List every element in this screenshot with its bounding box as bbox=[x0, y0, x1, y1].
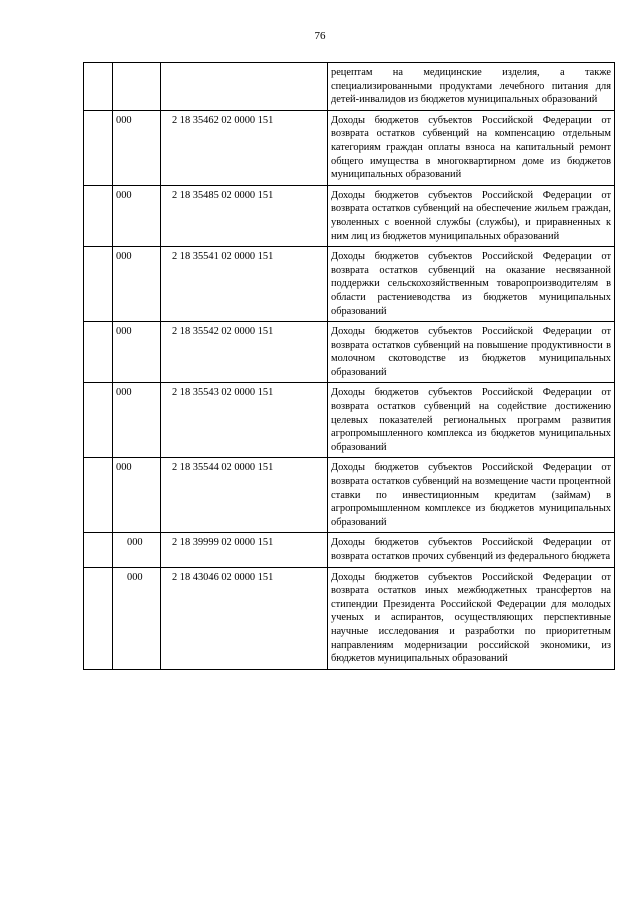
revenue-description: Доходы бюджетов субъектов Российской Федерации от возврата остатков субвенций на компенсацию отдельным категориям граждан оплаты взноса на капитальный ремонт общего имущества в многоквартирном доме из бюджетов муниципальных образований bbox=[328, 110, 615, 185]
admin-code-cell bbox=[113, 185, 161, 246]
admin-code-cell bbox=[113, 567, 161, 669]
budget-code-cell bbox=[161, 110, 328, 185]
revenue-description: Доходы бюджетов субъектов Российской Федерации от возврата остатков субвенций на обеспечение жильем граждан, уволенных с военной службы (службы), и приравненных к ним лиц из бюджетов муниципальных образований bbox=[328, 185, 615, 246]
table-row bbox=[84, 110, 615, 185]
empty-cell bbox=[84, 322, 113, 383]
table-row bbox=[84, 458, 615, 533]
revenue-description: Доходы бюджетов субъектов Российской Федерации от возврата остатков иных межбюджетных трансфертов на стипендии Президента Российской Федерации для молодых ученых и аспирантов, осуществляющих перспективные научные исследования и разработки по приоритетным направлениям модернизации российской экономики, из бюджетов муниципальных образований bbox=[328, 567, 615, 669]
empty-cell bbox=[84, 567, 113, 669]
empty-cell bbox=[84, 185, 113, 246]
admin-code: 000 bbox=[116, 387, 132, 399]
budget-classification-code: 2 18 35543 02 0000 151 bbox=[172, 387, 274, 399]
empty-cell bbox=[84, 533, 113, 567]
budget-code-cell bbox=[161, 247, 328, 322]
admin-code: 000 bbox=[116, 251, 132, 263]
admin-code: 000 bbox=[127, 537, 143, 549]
revenue-description: Доходы бюджетов субъектов Российской Федерации от возврата остатков субвенций на оказание несвязанной поддержки сельскохозяйственным товаропроизводителям в области растениеводства из бюджетов муниципальных образований bbox=[328, 247, 615, 322]
budget-code-cell bbox=[161, 185, 328, 246]
admin-code-cell bbox=[113, 383, 161, 458]
budget-code-cell bbox=[161, 533, 328, 567]
table-row bbox=[84, 383, 615, 458]
revenue-description: Доходы бюджетов субъектов Российской Федерации от возврата остатков прочих субвенций из федерального бюджета bbox=[328, 533, 615, 567]
empty-cell bbox=[84, 63, 113, 111]
table-row bbox=[84, 247, 615, 322]
revenue-description: Доходы бюджетов субъектов Российской Федерации от возврата остатков субвенций на повышение продуктивности в молочном скотоводстве из бюджетов муниципальных образований bbox=[328, 322, 615, 383]
empty-cell bbox=[84, 458, 113, 533]
budget-code-cell bbox=[161, 383, 328, 458]
budget-code-cell bbox=[161, 567, 328, 669]
budget-classification-code: 2 18 35542 02 0000 151 bbox=[172, 326, 274, 338]
admin-code-cell bbox=[113, 63, 161, 111]
budget-classification-code: 2 18 35541 02 0000 151 bbox=[172, 251, 274, 263]
budget-classification-code: 2 18 43046 02 0000 151 bbox=[172, 571, 274, 583]
budget-classification-code: 2 18 35485 02 0000 151 bbox=[172, 189, 274, 201]
admin-code: 000 bbox=[116, 114, 132, 126]
table-row bbox=[84, 533, 615, 567]
budget-classification-code: 2 18 39999 02 0000 151 bbox=[172, 537, 274, 549]
revenue-codes-table bbox=[83, 62, 615, 670]
table-body bbox=[84, 63, 615, 670]
empty-cell bbox=[84, 383, 113, 458]
revenue-description: Доходы бюджетов субъектов Российской Федерации от возврата остатков субвенций на содействие достижению целевых показателей региональных программ развития агропромышленного комплекса из бюджетов муниципальных образований bbox=[328, 383, 615, 458]
budget-code-cell bbox=[161, 322, 328, 383]
admin-code: 000 bbox=[116, 462, 132, 474]
page-number: 76 bbox=[314, 30, 326, 42]
revenue-description: Доходы бюджетов субъектов Российской Федерации от возврата остатков субвенций на возмещение части процентной ставки по инвестиционным кредитам (займам) в агропромышленном комплексе из бюджетов муниципальных образований bbox=[328, 458, 615, 533]
admin-code-cell bbox=[113, 533, 161, 567]
budget-code-cell bbox=[161, 458, 328, 533]
admin-code: 000 bbox=[116, 189, 132, 201]
admin-code-cell bbox=[113, 322, 161, 383]
budget-code-cell bbox=[161, 63, 328, 111]
table-row bbox=[84, 185, 615, 246]
budget-classification-code: 2 18 35544 02 0000 151 bbox=[172, 462, 274, 474]
admin-code-cell bbox=[113, 458, 161, 533]
admin-code: 000 bbox=[116, 326, 132, 338]
revenue-description: рецептам на медицинские изделия, а также специализированными продуктами лечебного питания для детей-инвалидов из бюджетов муниципальных образований bbox=[328, 63, 615, 111]
table-row bbox=[84, 63, 615, 111]
table-row bbox=[84, 322, 615, 383]
admin-code-cell bbox=[113, 247, 161, 322]
empty-cell bbox=[84, 247, 113, 322]
table-row bbox=[84, 567, 615, 669]
admin-code: 000 bbox=[127, 571, 143, 583]
budget-classification-code: 2 18 35462 02 0000 151 bbox=[172, 114, 274, 126]
empty-cell bbox=[84, 110, 113, 185]
admin-code-cell bbox=[113, 110, 161, 185]
